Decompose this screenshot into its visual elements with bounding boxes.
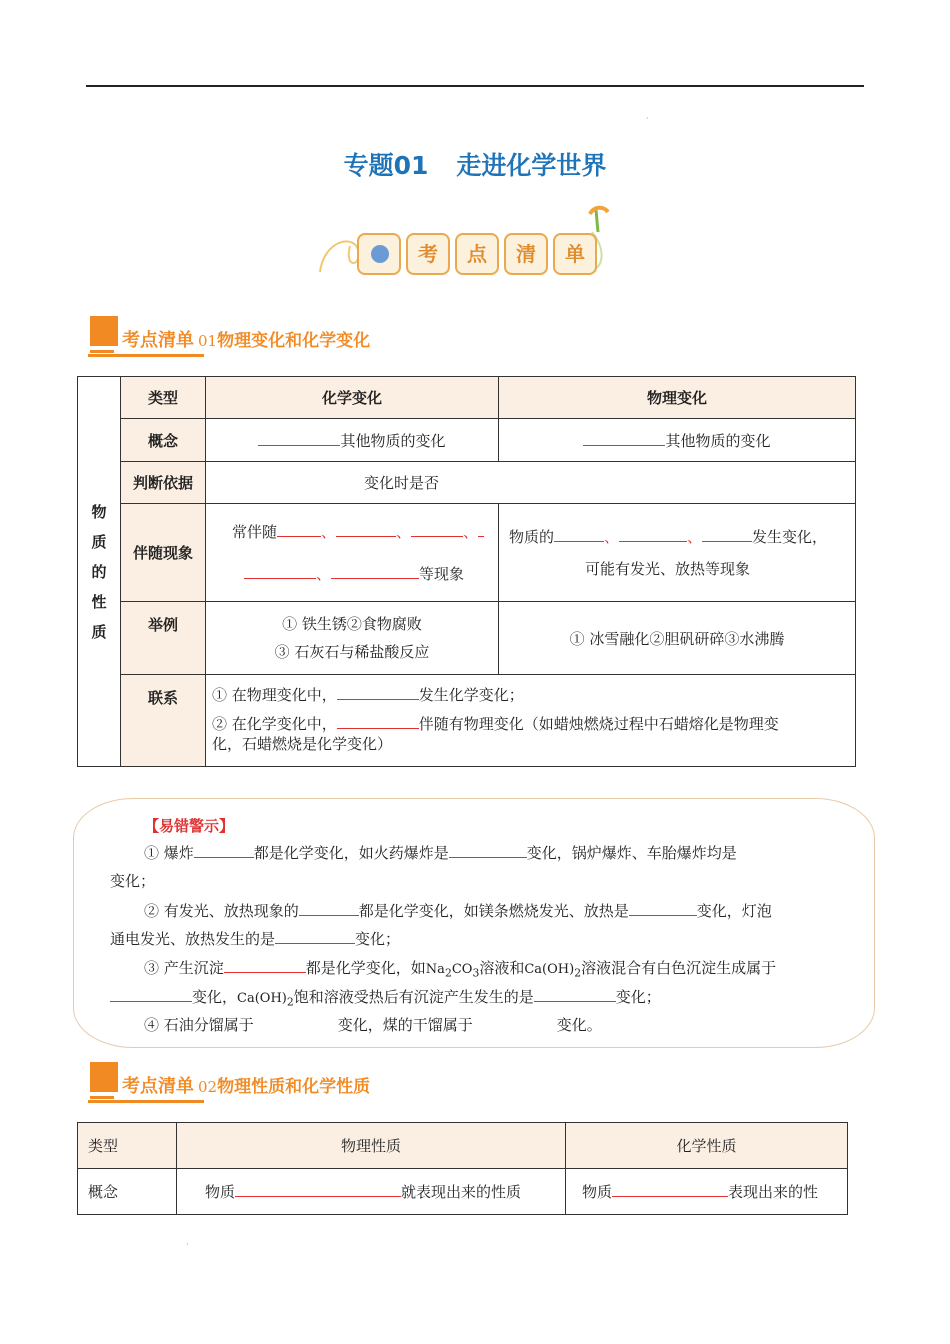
col-header-phys-prop: 物理性质: [177, 1123, 566, 1169]
example-chem-line1: ① 铁生锈②食物腐败: [282, 615, 422, 633]
badge-char-qing: 清: [504, 233, 548, 275]
relation-line2-start: ② 在化学变化中，: [212, 715, 337, 733]
col-header-chem-prop: 化学性质: [566, 1123, 848, 1169]
warning-line-4: [110, 928, 400, 949]
answer-blank[interactable]: [194, 842, 254, 858]
col-header-phys: 物理变化: [499, 377, 856, 419]
answer-blank[interactable]: [275, 928, 355, 944]
w-text: ② 有发光、放热现象的: [144, 902, 299, 920]
sep: 、: [321, 522, 337, 541]
header-rule: [86, 85, 864, 87]
w-text: 溶液和: [479, 959, 525, 977]
answer-blank[interactable]: [619, 526, 687, 542]
sep: 、: [687, 527, 703, 546]
w-text: 都是化学变化，如镁条燃烧发光、放热是: [358, 902, 629, 920]
w-text: 饱和溶液受热后有沉淀产生发生的是: [293, 988, 534, 1006]
w-text: 变化，煤的干馏属于: [337, 1016, 473, 1034]
section-square-icon: [90, 316, 118, 346]
w-text: 变化，锅炉爆炸、车胎爆炸均是: [526, 844, 737, 862]
phenomena-chem-start: 常伴随: [232, 522, 278, 541]
answer-blank[interactable]: [478, 521, 484, 537]
section-underline: [88, 1100, 204, 1103]
section-label-text: 考点清单: [122, 330, 194, 351]
warning-line-3: [144, 900, 772, 921]
phenomena-phys-start: 物质的: [509, 527, 555, 546]
relation-line3: 化，石蜡燃烧是化学变化）: [212, 735, 393, 753]
answer-blank[interactable]: [235, 1181, 401, 1197]
basis-text: 变化时是否: [364, 474, 440, 492]
w-text: ① 爆炸: [144, 844, 194, 862]
circle-icon: [371, 245, 389, 263]
section-label: [122, 326, 370, 352]
warning-line-2: 变化；: [110, 872, 156, 890]
answer-blank[interactable]: [336, 521, 396, 537]
answer-blank[interactable]: [629, 900, 697, 916]
concept-chem-text: 其他物质的变化: [340, 431, 446, 450]
row-label-example: 举例: [121, 602, 206, 675]
answer-blank[interactable]: [110, 986, 192, 1002]
section-underline-short: [90, 350, 114, 353]
property-table: [77, 1122, 848, 1215]
w-text: 变化。: [556, 1016, 602, 1034]
warning-title: 【易错警示】: [144, 817, 235, 835]
t2-text: 物质: [205, 1183, 236, 1201]
w-chem: CO: [451, 962, 473, 977]
row-label-type: 类型: [121, 377, 206, 419]
w-chem-sub: 2: [286, 995, 294, 1009]
section-number: 02: [198, 1078, 218, 1096]
concept-chem: [206, 419, 499, 462]
section-label: [122, 1072, 370, 1098]
answer-blank[interactable]: [331, 563, 419, 579]
example-chem-line2: ③ 石灰石与稀盐酸反应: [274, 643, 430, 661]
section-title: 物理性质和化学性质: [217, 1077, 371, 1097]
side-char: 质: [91, 622, 107, 641]
title-text: 走进化学世界: [456, 151, 607, 180]
sep: 、: [396, 522, 412, 541]
w-chem-sub: 2: [444, 966, 452, 980]
section-underline: [88, 354, 204, 357]
example-phys: ① 冰雪融化②胆矾研碎③水沸腾: [499, 602, 856, 675]
answer-blank[interactable]: [411, 521, 463, 537]
badge-char-dian: 点: [455, 233, 499, 275]
answer-blank[interactable]: [277, 521, 321, 537]
answer-blank[interactable]: [299, 900, 359, 916]
phenomena-phys-end: 发生变化，: [752, 527, 828, 546]
concept-phys-prop: [177, 1169, 566, 1215]
answer-blank[interactable]: [554, 526, 604, 542]
t2-text: 就表现出来的性质: [401, 1183, 522, 1201]
chem-formula: [237, 991, 294, 1009]
answer-blank[interactable]: [702, 526, 752, 542]
answer-blank[interactable]: [583, 430, 665, 446]
answer-blank[interactable]: [337, 713, 419, 729]
relation-line1-start: ① 在物理变化中，: [212, 686, 337, 704]
phenomena-phys-line2: 可能有发光、放热等现象: [585, 559, 751, 578]
side-char: 性: [91, 592, 107, 611]
row-label-type-2: 类型: [78, 1123, 177, 1169]
chem-formula: [524, 962, 582, 980]
answer-blank[interactable]: [534, 986, 616, 1002]
w-text: 溶液混合有白色沉淀生成属于: [581, 959, 777, 977]
concept-phys-text: 其他物质的变化: [665, 431, 771, 450]
section-heading-2: [88, 1062, 488, 1108]
w-text: 都是化学变化，如火药爆炸是: [253, 844, 449, 862]
row-label-phenomena: 伴随现象: [121, 504, 206, 602]
sep: 、: [604, 527, 620, 546]
basis-cell: [206, 462, 856, 504]
side-label: [78, 377, 121, 767]
side-char: 物: [91, 502, 107, 521]
phenomena-chem: [206, 504, 499, 602]
side-char: 的: [91, 562, 107, 581]
side-char: 质: [91, 532, 107, 551]
relation-line2-end: 伴随有物理变化（如蜡烛燃烧过程中石蜡熔化是物理变: [418, 715, 779, 733]
w-text: ④ 石油分馏属于: [144, 1016, 254, 1034]
t2-text: 物质: [582, 1183, 613, 1201]
concept-chem-prop: [566, 1169, 848, 1215]
w-chem-sub: 3: [472, 966, 480, 980]
section-label-text: 考点清单: [122, 1076, 194, 1097]
chem-formula: [425, 962, 480, 980]
w-text: 变化；: [355, 930, 401, 948]
t2-text: 表现出来的性: [728, 1183, 819, 1201]
section-underline-short: [90, 1096, 114, 1099]
warning-line-7: [144, 1015, 602, 1035]
phenomena-phys: [499, 504, 856, 602]
w-text: ③ 产生沉淀: [144, 959, 224, 977]
answer-blank[interactable]: [224, 957, 306, 973]
badge-char-dan: 单: [553, 233, 597, 275]
w-chem: Na: [425, 962, 445, 977]
title-number: 专题01: [343, 151, 429, 180]
answer-blank[interactable]: [612, 1181, 728, 1197]
phenomena-chem-end: 等现象: [419, 564, 465, 583]
warning-line-1: [144, 842, 737, 863]
col-header-chem: 化学变化: [206, 377, 499, 419]
relation-cell: [206, 675, 856, 767]
section-heading-1: [88, 316, 488, 362]
row-label-concept: 概念: [121, 419, 206, 462]
sep: 、: [463, 522, 479, 541]
w-text: 变化，灯泡: [696, 902, 772, 920]
answer-blank[interactable]: [258, 430, 340, 446]
warning-line-5: [144, 957, 776, 984]
badge-char-kao: 考: [406, 233, 450, 275]
sep: 、: [316, 564, 332, 583]
concept-phys: [499, 419, 856, 462]
row-label-relation: 联系: [121, 675, 206, 767]
w-chem: Ca(OH): [237, 991, 287, 1006]
dot-mark: ·: [186, 1240, 189, 1249]
w-text: 变化，: [192, 988, 238, 1006]
dot-mark: ·: [646, 114, 649, 123]
row-label-concept-2: 概念: [78, 1169, 177, 1215]
relation-line1-end: 发生化学变化；: [418, 686, 524, 704]
answer-blank[interactable]: [449, 842, 527, 858]
answer-blank[interactable]: [337, 684, 419, 700]
section-number: 01: [198, 332, 218, 350]
w-text: 变化；: [615, 988, 661, 1006]
badge-icon-box: [357, 233, 401, 275]
answer-blank[interactable]: [244, 563, 316, 579]
w-text: 都是化学变化，如: [305, 959, 426, 977]
row-label-basis: 判断依据: [121, 462, 206, 504]
page-title: [0, 146, 950, 182]
section-title: 物理变化和化学变化: [217, 331, 371, 351]
w-chem-sub: 2: [574, 966, 582, 980]
w-chem: Ca(OH): [524, 962, 575, 977]
warning-line-6: [110, 986, 661, 1013]
section-square-icon: [90, 1062, 118, 1092]
change-table: [77, 376, 856, 767]
w-text: 通电发光、放热发生的是: [110, 930, 276, 948]
example-chem: [206, 602, 499, 675]
